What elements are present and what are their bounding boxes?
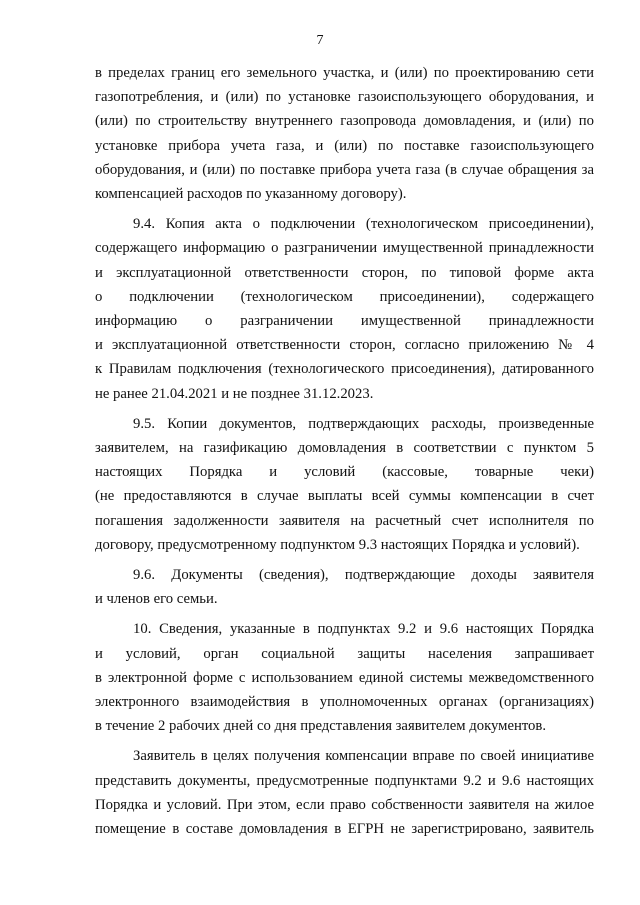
text-line: не ранее 21.04.2021 и не позднее 31.12.2023. [95, 385, 374, 402]
text-line: и членов его семьи. [95, 591, 218, 608]
text-line: настоящих Порядка и условий (кассовые, товарные чеки) [95, 464, 594, 481]
text-line: в электронной форме с использованием единой системы межведомственного [95, 669, 594, 686]
text-line: содержащего информацию о разграничении имущественной принадлежности [95, 240, 594, 257]
page-number: 7 [316, 33, 324, 48]
paragraph-10 [95, 617, 594, 738]
document-body [95, 61, 594, 841]
paragraph-9-6 [95, 563, 594, 611]
text-line: 9.4. Копия акта о подключении (технологическом присоединении), [133, 216, 594, 233]
text-line: (не предоставляются в случае выплаты всей суммы компенсации в счет [95, 488, 594, 505]
text-line: и эксплуатационной ответственности сторон, согласно приложению № 4 [95, 337, 594, 354]
text-line: к Правилам подключения (технологического присоединения), датированного [95, 361, 594, 378]
text-line: представить документы, предусмотренные подпунктами 9.2 и 9.6 настоящих [95, 772, 594, 789]
text-line: в пределах границ его земельного участка, и (или) по проектированию сети [95, 65, 594, 81]
text-line: электронного взаимодействия в уполномоченных органах (организациях) [95, 694, 594, 711]
text-line: и условий, орган социальной защиты населения запрашивает [95, 645, 594, 662]
text-line: (или) по строительству внутреннего газопровода домовладения, и (или) по [95, 113, 594, 130]
paragraph-9-4 [95, 212, 594, 406]
text-line: помещение в составе домовладения в ЕГРН не зарегистрировано, заявитель [95, 821, 594, 838]
text-line: и эксплуатационной ответственности сторон, по типовой форме акта [95, 264, 594, 281]
text-line: 9.6. Документы (сведения), подтверждающие доходы заявителя [133, 567, 594, 584]
text-line: договору, предусмотренному подпунктом 9.3 настоящих Порядка и условий). [95, 536, 580, 553]
text-line: информацию о разграничении имущественной принадлежности [95, 313, 594, 330]
text-line: оборудования, и (или) по поставке прибора учета газа (в случае обращения за [95, 161, 594, 178]
text-line: о подключении (технологическом присоединении), содержащего [95, 288, 594, 305]
text-line: 9.5. Копии документов, подтверждающих расходы, произведенные [133, 415, 594, 432]
paragraph-9-5 [95, 412, 594, 557]
text-line: Заявитель в целях получения компенсации вправе по своей инициативе [133, 748, 594, 765]
text-line: в течение 2 рабочих дней со дня представления заявителем документов. [95, 718, 546, 735]
text-line: компенсацией расходов по указанному договору). [95, 186, 407, 203]
text-line: установке прибора учета газа, и (или) по поставке газоиспользующего [95, 137, 594, 154]
text-line: погашения задолженности заявителя на расчетный счет исполнителя по [95, 512, 594, 529]
text-line: заявителем, на газификацию домовладения в соответствии с пунктом 5 [95, 440, 594, 457]
text-line: 10. Сведения, указанные в подпунктах 9.2 и 9.6 настоящих Порядка [133, 621, 594, 638]
text-line: Порядка и условий. При этом, если право собственности заявителя на жилое [95, 796, 594, 813]
text-line: газопотребления, и (или) по установке газоиспользующего оборудования, и [95, 89, 594, 106]
paragraph-applicant-initiative [95, 744, 594, 841]
paragraph-continuation [95, 61, 594, 206]
